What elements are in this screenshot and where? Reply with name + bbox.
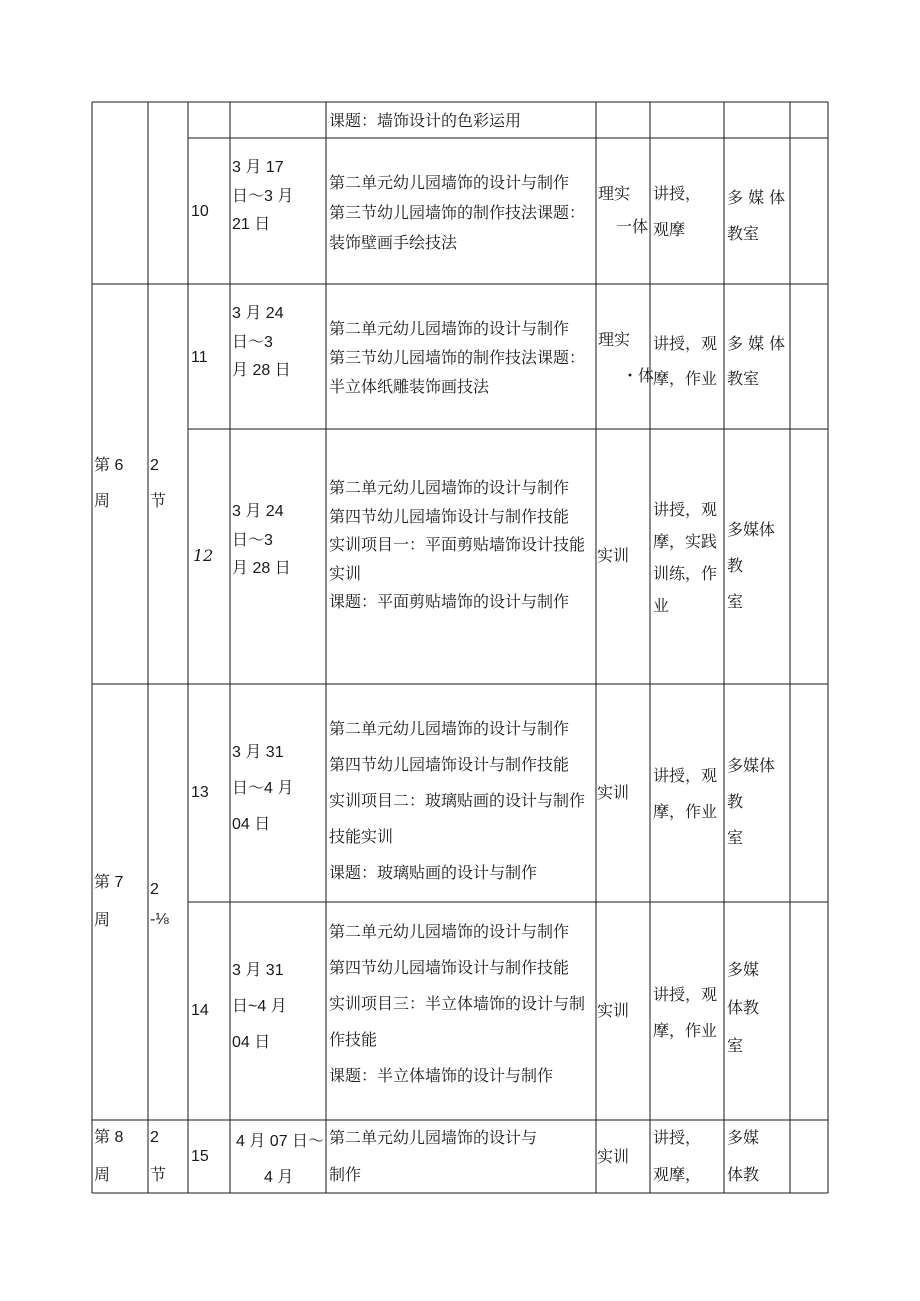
row-15-date-line1: 4 月 07 日～ (236, 1133, 325, 1150)
row-13-content: 第二单元幼儿园墙饰的设计与制作 第四节幼儿园墙饰设计与制作技能 实训项目二：玻璃贴画的设计与制作 技能实训 课题：玻璃贴画的设计与制作 (329, 719, 586, 882)
week-8-label-line1: 第 8 (94, 1129, 124, 1146)
week-6-label-line2: 周 (94, 491, 111, 510)
row-15-number: 15 (191, 1148, 209, 1165)
row-10-content: 第二单元幼儿园墙饰的设计与制作 第三节幼儿园墙饰的制作技法课题： 装饰壁画手绘技法 (329, 173, 586, 252)
row-14-date: 3 月 31 日~4 月 04 日 (232, 962, 287, 1051)
row-14-content: 第二单元幼儿园墙饰的设计与制作 第四节幼儿园墙饰设计与制作技能 实训项目三：半立体墙饰的设计与制 作技能 课题：半立体墙饰的设计与制作 (329, 922, 586, 1085)
week-8-hours-line2: 节 (150, 1165, 167, 1184)
row-12-date: 3 月 24 日～3 月 28 日 (232, 503, 291, 577)
row-12-content: 第二单元幼儿园墙饰的设计与制作 第四节幼儿园墙饰设计与制作技能 实训项目一：平面剪贴墙饰设计技能 实训 课题：平面剪贴墙饰的设计与制作 (329, 478, 586, 611)
row-10-date: 3 月 17 日～3 月 21 日 (232, 159, 294, 233)
row-13-date: 3 月 31 日～4 月 04 日 (232, 744, 294, 833)
week-6-label-line1: 第 6 (94, 457, 124, 474)
row-15-content-line2: 制作 (329, 1165, 362, 1184)
row-13-venue: 多媒体 教 室 (727, 756, 776, 847)
row-10-venue-line2: 教室 (727, 224, 760, 243)
row-11-venue-line2: 教室 (727, 369, 760, 388)
row-12-method: 讲授，观 摩，实践 训练，作 业 (653, 500, 718, 615)
week-6-hours-line2: 节 (150, 491, 167, 510)
week-7-hours-line1: 2 (150, 881, 159, 898)
row-11-number: 11 (191, 349, 208, 366)
row-11-content: 第二单元幼儿园墙饰的设计与制作 第三节幼儿园墙饰的制作技法课题： 半立体纸雕装饰画技法 (329, 319, 586, 396)
row-11-type-line2: ・体 (622, 366, 655, 385)
row-15-date-line2: 4 月 (264, 1169, 294, 1186)
row-13-method-line2: 摩，作业 (653, 802, 718, 821)
row-13-type: 实训 (597, 783, 630, 802)
row-10-type-line2: 一体 (616, 217, 649, 236)
row-13-number: 13 (191, 784, 209, 801)
row-11-method-line1: 讲授，观 (653, 334, 718, 353)
row-topic: 课题：墙饰设计的色彩运用 (329, 111, 522, 130)
row-14-type: 实训 (597, 1001, 630, 1020)
week-8-hours-line1: 2 (150, 1129, 159, 1146)
row-10-method-line1: 讲授， (653, 184, 702, 203)
row-14-number: 14 (191, 1002, 209, 1019)
week-6-hours-line1: 2 (150, 457, 159, 474)
row-15-venue-line1: 多媒 (727, 1128, 760, 1147)
row-11-venue-line1: 多 媒 体 (727, 334, 786, 353)
row-15-method-line1: 讲授， (653, 1128, 702, 1147)
row-12-number: 12 (193, 546, 214, 565)
row-14-venue: 多媒 体教 室 (727, 960, 760, 1055)
row-15-venue-line2: 体教 (727, 1165, 760, 1184)
week-7-hours-line2: -⅛ (150, 911, 169, 928)
week-7-label-line2: 周 (94, 910, 111, 929)
row-11-date: 3 月 24 日～3 月 28 日 (232, 305, 291, 379)
row-11-type-line1: 理实 (598, 330, 631, 349)
row-15-method-line2: 观摩， (653, 1165, 702, 1184)
row-10-method-line2: 观摩 (653, 220, 686, 239)
row-10-type-line1: 理实 (598, 184, 631, 203)
row-11-method-line2: 摩，作业 (653, 369, 718, 388)
row-15-type: 实训 (597, 1147, 630, 1166)
week-8-label-line2: 周 (94, 1165, 111, 1184)
row-12-type: 实训 (597, 546, 630, 565)
row-12-venue: 多媒体 教 室 (727, 520, 776, 611)
row-14-method-line1: 讲授，观 (653, 985, 718, 1004)
row-10-venue-line1: 多 媒 体 (727, 188, 786, 207)
week-7-label-line1: 第 7 (94, 874, 124, 891)
row-14-method-line2: 摩，作业 (653, 1021, 718, 1040)
row-15-content-line1: 第二单元幼儿园墙饰的设计与 (329, 1128, 538, 1147)
row-13-method-line1: 讲授，观 (653, 766, 718, 785)
row-10-number: 10 (191, 203, 209, 220)
